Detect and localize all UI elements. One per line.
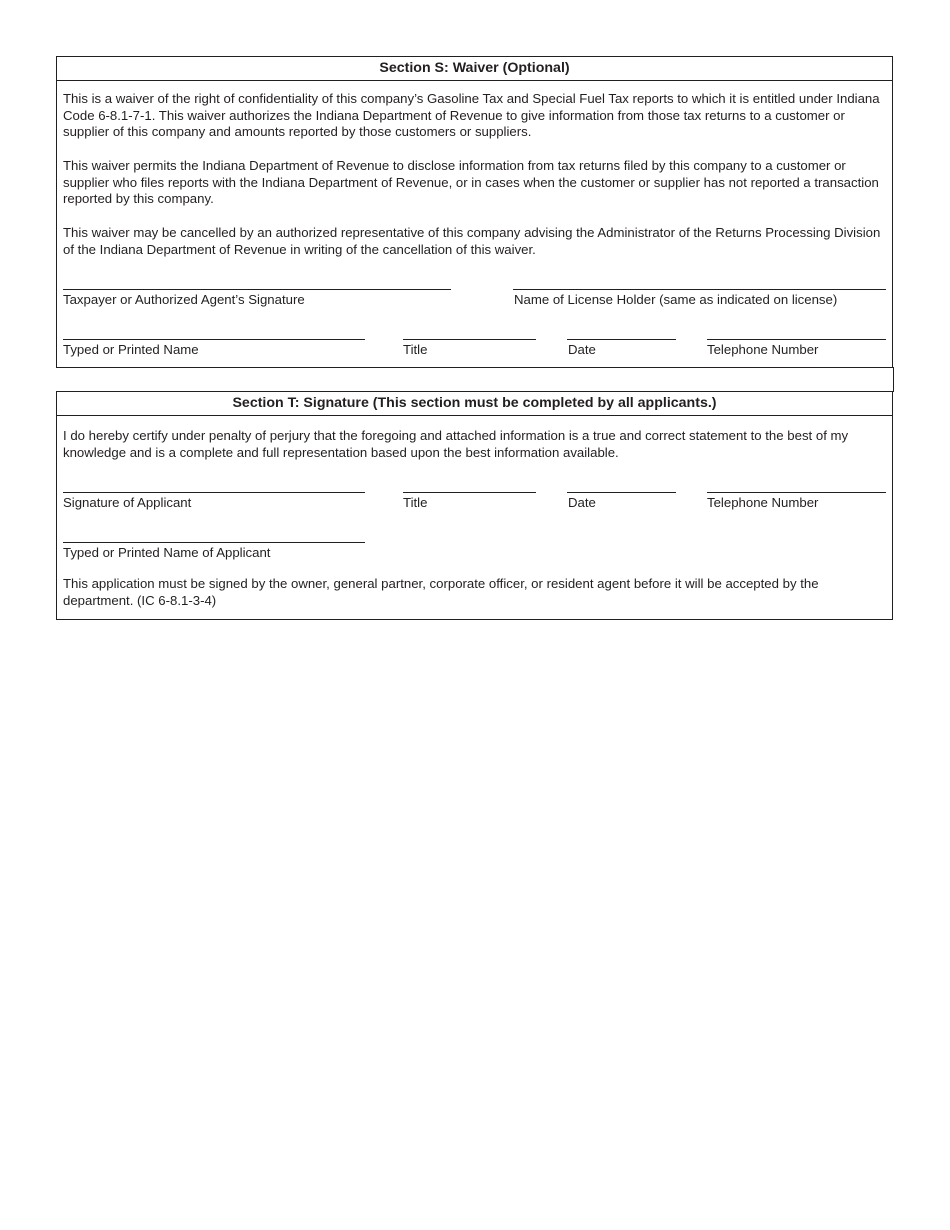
waiver-paragraph-3: This waiver may be cancelled by an authorized representative of this company advising the Administrator of the Returns Processing Division of the Indiana Department of Revenue in writing of the cancellation of this waiver. xyxy=(63,225,881,257)
applicant-signature-line[interactable] xyxy=(63,492,365,493)
license-holder-line[interactable] xyxy=(513,289,886,290)
applicant-typed-name-label: Typed or Printed Name of Applicant xyxy=(63,545,271,560)
applicant-telephone-label: Telephone Number xyxy=(707,495,819,510)
right-edge-rule xyxy=(893,367,894,392)
signing-notice: This application must be signed by the owner, general partner, corporate officer, or resident agent before it will be accepted by the department. (IC 6-8.1-3-4) xyxy=(63,576,819,608)
applicant-date-label: Date xyxy=(568,495,596,510)
certification-paragraph: I do hereby certify under penalty of perjury that the foregoing and attached information is a true and correct statement to the best of my knowledge and is a complete and full representation based upon the best information available. xyxy=(63,428,849,460)
applicant-title-label: Title xyxy=(403,495,428,510)
license-holder-label: Name of License Holder (same as indicated on license) xyxy=(514,292,838,307)
typed-name-line[interactable] xyxy=(63,339,365,340)
typed-name-label: Typed or Printed Name xyxy=(63,342,199,357)
applicant-signature-label: Signature of Applicant xyxy=(63,495,192,510)
telephone-label: Telephone Number xyxy=(707,342,819,357)
section-s-title: Section S: Waiver (Optional) xyxy=(57,57,892,81)
applicant-telephone-line[interactable] xyxy=(707,492,886,493)
section-s-waiver xyxy=(56,56,893,368)
title-line[interactable] xyxy=(403,339,536,340)
taxpayer-signature-line[interactable] xyxy=(63,289,451,290)
applicant-typed-name-line[interactable] xyxy=(63,542,365,543)
waiver-paragraph-1: This is a waiver of the right of confidentiality of this company’s Gasoline Tax and Special Fuel Tax reports to which it is entitled under Indiana Code 6-8.1-7-1. This waiver authorizes the Indiana Department of Revenue to give information from those tax returns to a customer or supplier of this company and amounts reported by those customers or suppliers. xyxy=(63,91,880,140)
date-label: Date xyxy=(568,342,596,357)
telephone-line[interactable] xyxy=(707,339,886,340)
waiver-paragraph-2: This waiver permits the Indiana Department of Revenue to disclose information from tax returns filed by this company to a customer or supplier who files reports with the Indiana Department of Revenue, or in cases when the customer or supplier has not reported a transaction reported by this company. xyxy=(63,158,879,207)
applicant-title-line[interactable] xyxy=(403,492,536,493)
section-t-signature xyxy=(56,391,893,620)
applicant-date-line[interactable] xyxy=(567,492,676,493)
date-line[interactable] xyxy=(567,339,676,340)
title-label: Title xyxy=(403,342,428,357)
taxpayer-signature-label: Taxpayer or Authorized Agent’s Signature xyxy=(63,292,305,307)
section-t-title: Section T: Signature (This section must be completed by all applicants.) xyxy=(57,392,892,416)
